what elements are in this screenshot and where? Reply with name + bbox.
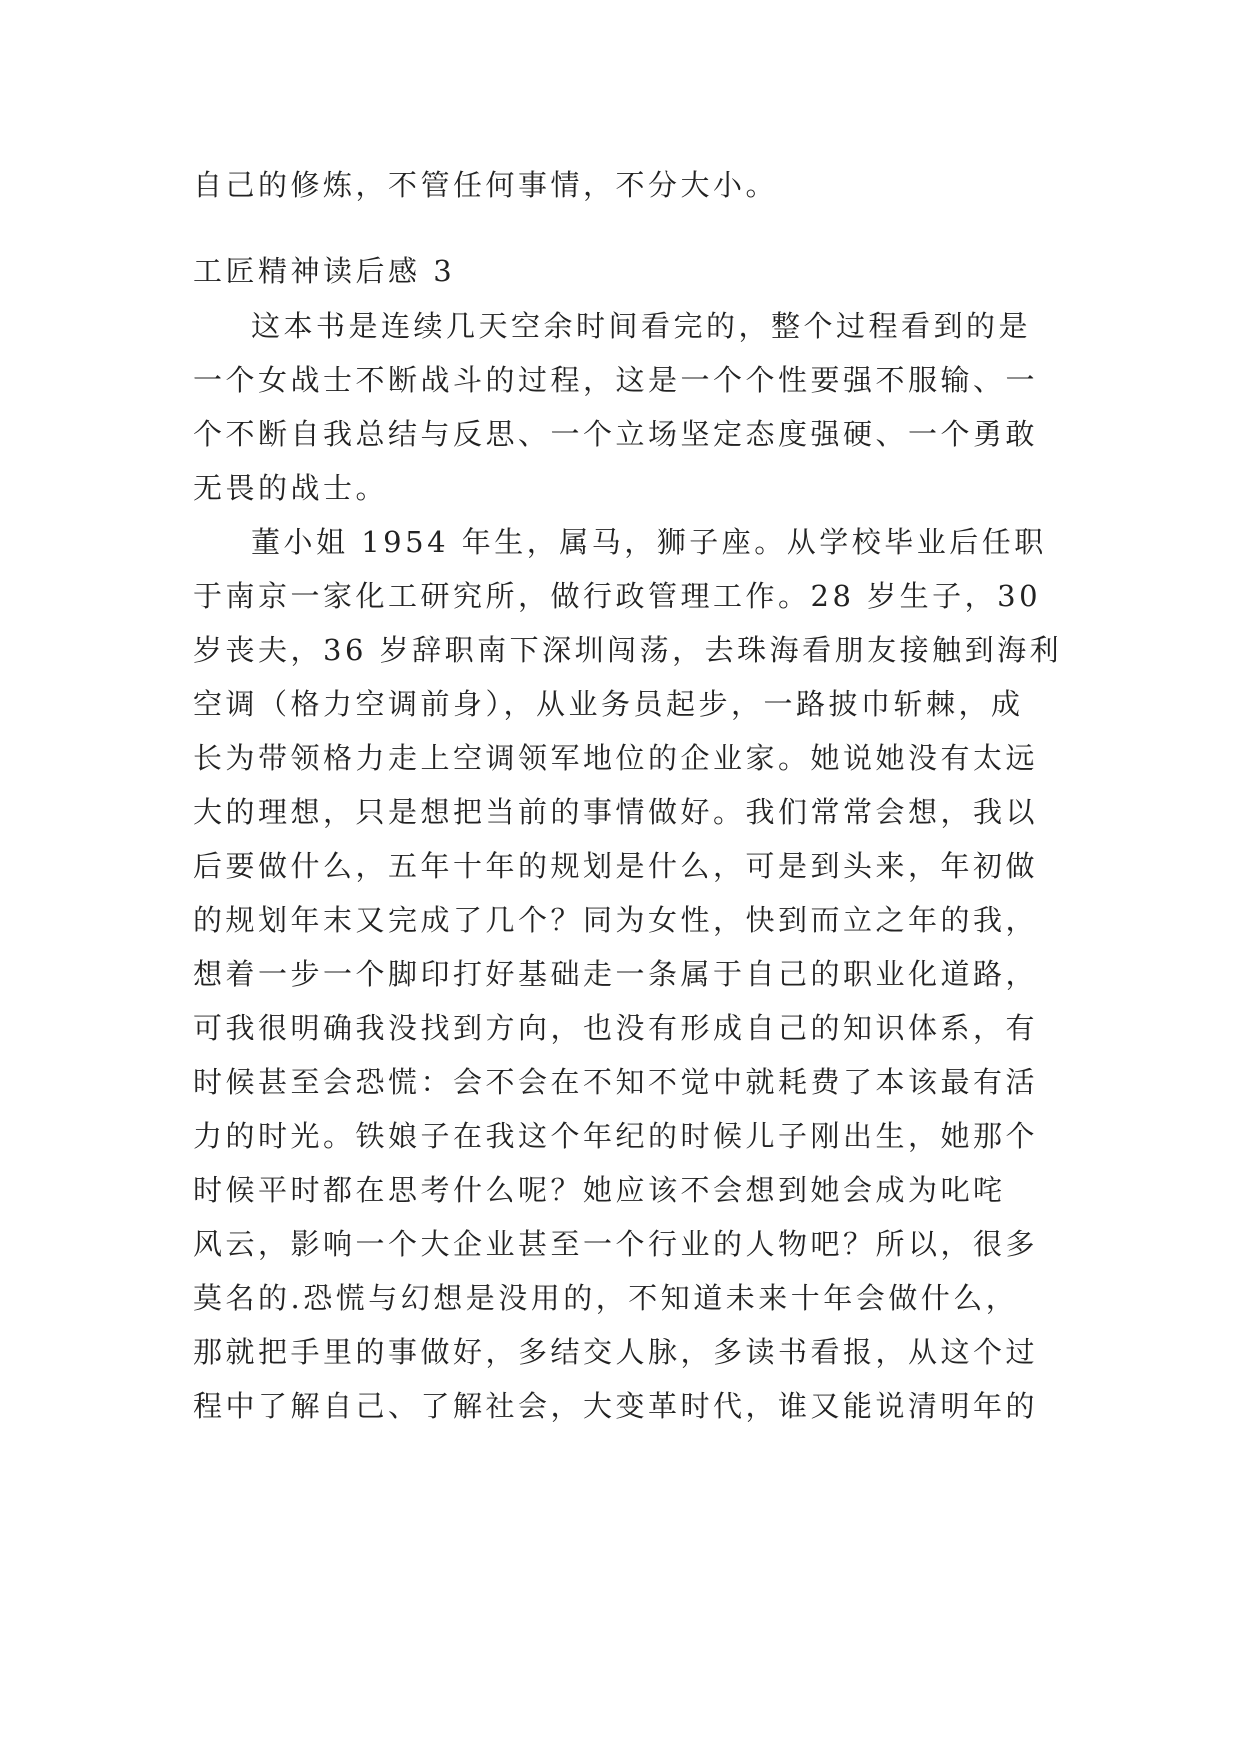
text-line: 后要做什么，五年十年的规划是什么，可是到头来，年初做 <box>193 849 1039 883</box>
section-heading: 工匠精神读后感 3 <box>193 254 456 288</box>
text-line: 自己的修炼，不管任何事情，不分大小。 <box>193 168 779 202</box>
text-line: 那就把手里的事做好，多结交人脉，多读书看报，从这个过 <box>193 1335 1039 1369</box>
text-line: 力的时光。铁娘子在我这个年纪的时候儿子刚出生，她那个 <box>193 1119 1039 1153</box>
text-line: 大的理想，只是想把当前的事情做好。我们常常会想，我以 <box>193 795 1039 829</box>
paragraph-first-line: 董小姐 1954 年生，属马，狮子座。从学校毕业后任职 <box>251 525 1047 559</box>
text-line: 时候平时都在思考什么呢？她应该不会想到她会成为叱咤 <box>193 1173 1006 1207</box>
text-line: 一个女战士不断战斗的过程，这是一个个性要强不服输、一 <box>193 363 1039 397</box>
text-line: 个不断自我总结与反思、一个立场坚定态度强硬、一个勇敢 <box>193 417 1039 451</box>
text-line: 无畏的战士。 <box>193 471 389 505</box>
text-line: 可我很明确我没找到方向，也没有形成自己的知识体系，有 <box>193 1011 1039 1045</box>
text-line: 长为带领格力走上空调领军地位的企业家。她说她没有太远 <box>193 741 1039 775</box>
text-line: 的规划年末又完成了几个？同为女性，快到而立之年的我， <box>193 903 1039 937</box>
text-line: 时候甚至会恐慌：会不会在不知不觉中就耗费了本该最有活 <box>193 1065 1039 1099</box>
text-line: 于南京一家化工研究所，做行政管理工作。28 岁生子，30 <box>193 579 1042 613</box>
paragraph-first-line: 这本书是连续几天空余时间看完的，整个过程看到的是 <box>251 309 1032 343</box>
text-line: 想着一步一个脚印打好基础走一条属于自己的职业化道路， <box>193 957 1039 991</box>
text-line: 莫名的.恐慌与幻想是没用的，不知道未来十年会做什么， <box>193 1281 1019 1315</box>
text-line: 岁丧夫，36 岁辞职南下深圳闯荡，去珠海看朋友接触到海利 <box>193 633 1063 667</box>
text-line: 风云，影响一个大企业甚至一个行业的人物吧？所以，很多 <box>193 1227 1039 1261</box>
text-line: 空调（格力空调前身），从业务员起步，一路披巾斩棘，成 <box>193 687 1024 721</box>
text-line: 程中了解自己、了解社会，大变革时代，谁又能说清明年的 <box>193 1389 1039 1423</box>
